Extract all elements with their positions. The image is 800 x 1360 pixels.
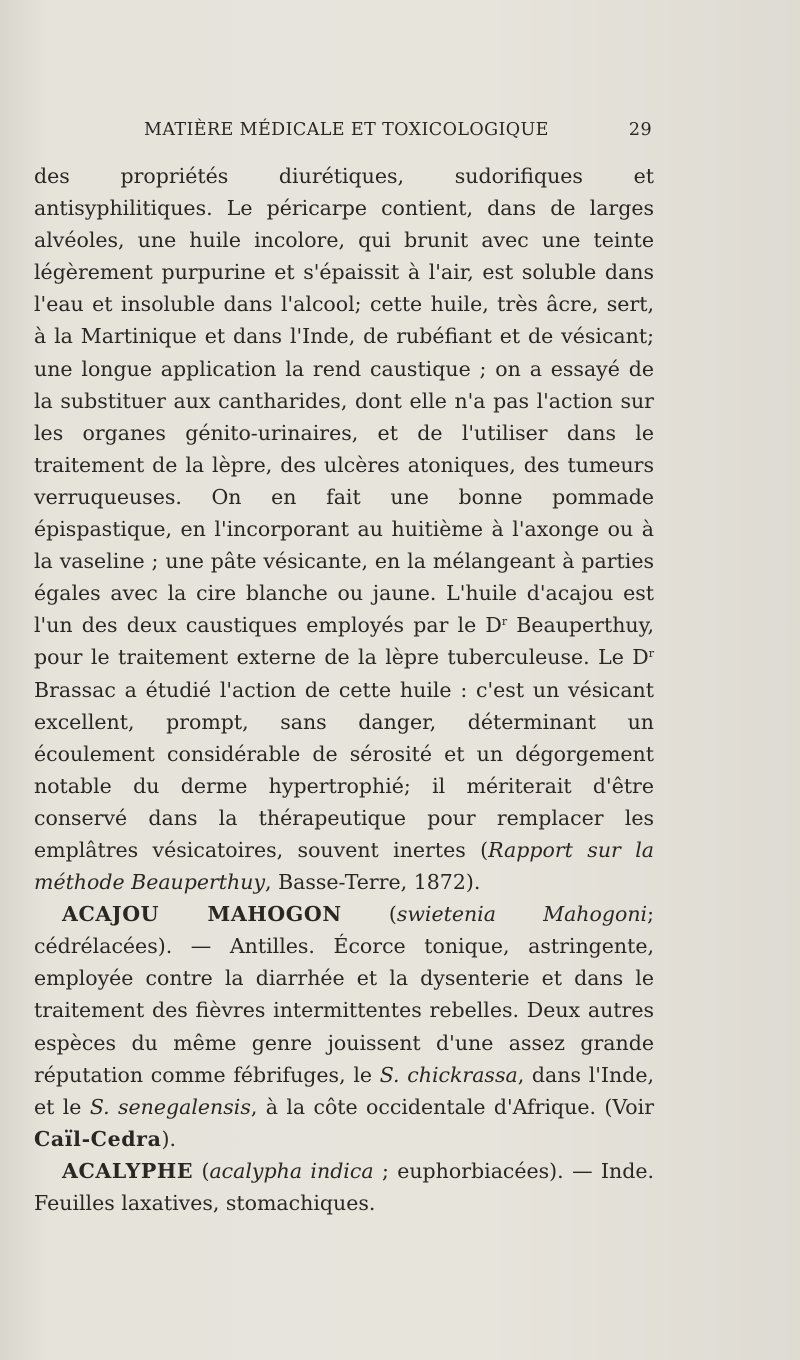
running-title: MATIÈRE MÉDICALE ET TOXICOLOGIQUE: [144, 120, 549, 140]
body-text: [34, 160, 654, 1219]
text-run: ; cédrélacées). — Antilles. Écorce tonique, astringente, employée contre la diarrhée et la dysenterie et dans le traitement des fièvres intermittentes rebelles. Deux autres espèces du même genre jouissent d'une assez grande réputation comme fébrifuges, le: [34, 902, 654, 1087]
text-run: Beauperthuy, pour le traitement externe de la lèpre tuberculeuse. Le D: [34, 613, 654, 670]
italic-species: swietenia Mahogoni: [396, 902, 648, 927]
cross-reference: Caïl-Cedra: [34, 1126, 162, 1151]
text-run: (: [341, 902, 397, 927]
entry-heading: ACAJOU MAHOGON: [62, 902, 342, 927]
entry-heading: ACALYPHE: [62, 1158, 194, 1183]
italic-species: S. chickrassa: [379, 1062, 518, 1087]
superscript: r: [648, 647, 654, 661]
paragraph-acalyphe: [34, 1155, 654, 1219]
paragraph-acajou-mahogon: [34, 898, 654, 1155]
italic-species: acalypha indica: [209, 1158, 374, 1183]
text-run: , Basse-Terre, 1872).: [265, 870, 481, 895]
text-run: Brassac a étudié l'action de cette huile : c'est un vésicant excellent, prompt, sans danger, déterminant un écoulement considérable de sérosité et un dégorgement notable du derme hypertrophié; il mériterait d'être conservé dans la thérapeutique pour remplacer les emplâtres vésicatoires, souvent inertes (: [34, 677, 654, 862]
superscript: r: [501, 615, 508, 629]
text-run: , dans l'Inde, et le: [34, 1062, 654, 1119]
text-run: ; euphorbiacées). — Inde. Feuilles laxatives, stomachiques.: [34, 1158, 655, 1215]
text-run: des propriétés diurétiques, sudorifiques et antisyphilitiques. Le péricarpe contient, dans de larges alvéoles, une huile incolore, qui brunit avec une teinte légèrement purpurine et s'épaissit à l'air, est soluble dans l'eau et insoluble dans l'alcool; cette huile, très âcre, sert, à la Martinique et dans l'Inde, de rubéfiant et de vésicant; une longue application la rend caustique ; on a essayé de la substituer aux cantharides, dont elle n'a pas l'action sur les organes génito-urinaires, et de l'utiliser dans le traitement de la lèpre, des ulcères atoniques, des tumeurs verruqueuses. On en fait une bonne pommade épispastique, en l'incorporant au huitième à l'axonge ou à la vaseline ; une pâte vésicante, en la mélangeant à parties égales avec la cire blanche ou jaune. L'huile d'acajou est l'un des deux caustiques employés par le D: [34, 164, 654, 638]
page-number: 29: [628, 120, 652, 140]
text-run: ).: [161, 1126, 176, 1151]
italic-citation: Rapport sur la méthode Beauperthuy: [34, 837, 655, 895]
italic-species: S. senegalensis: [89, 1094, 251, 1119]
paragraph-acajou-oil: [34, 160, 654, 898]
text-run: (: [193, 1158, 210, 1183]
text-run: , à la côte occidentale d'Afrique. (Voir: [250, 1094, 655, 1119]
